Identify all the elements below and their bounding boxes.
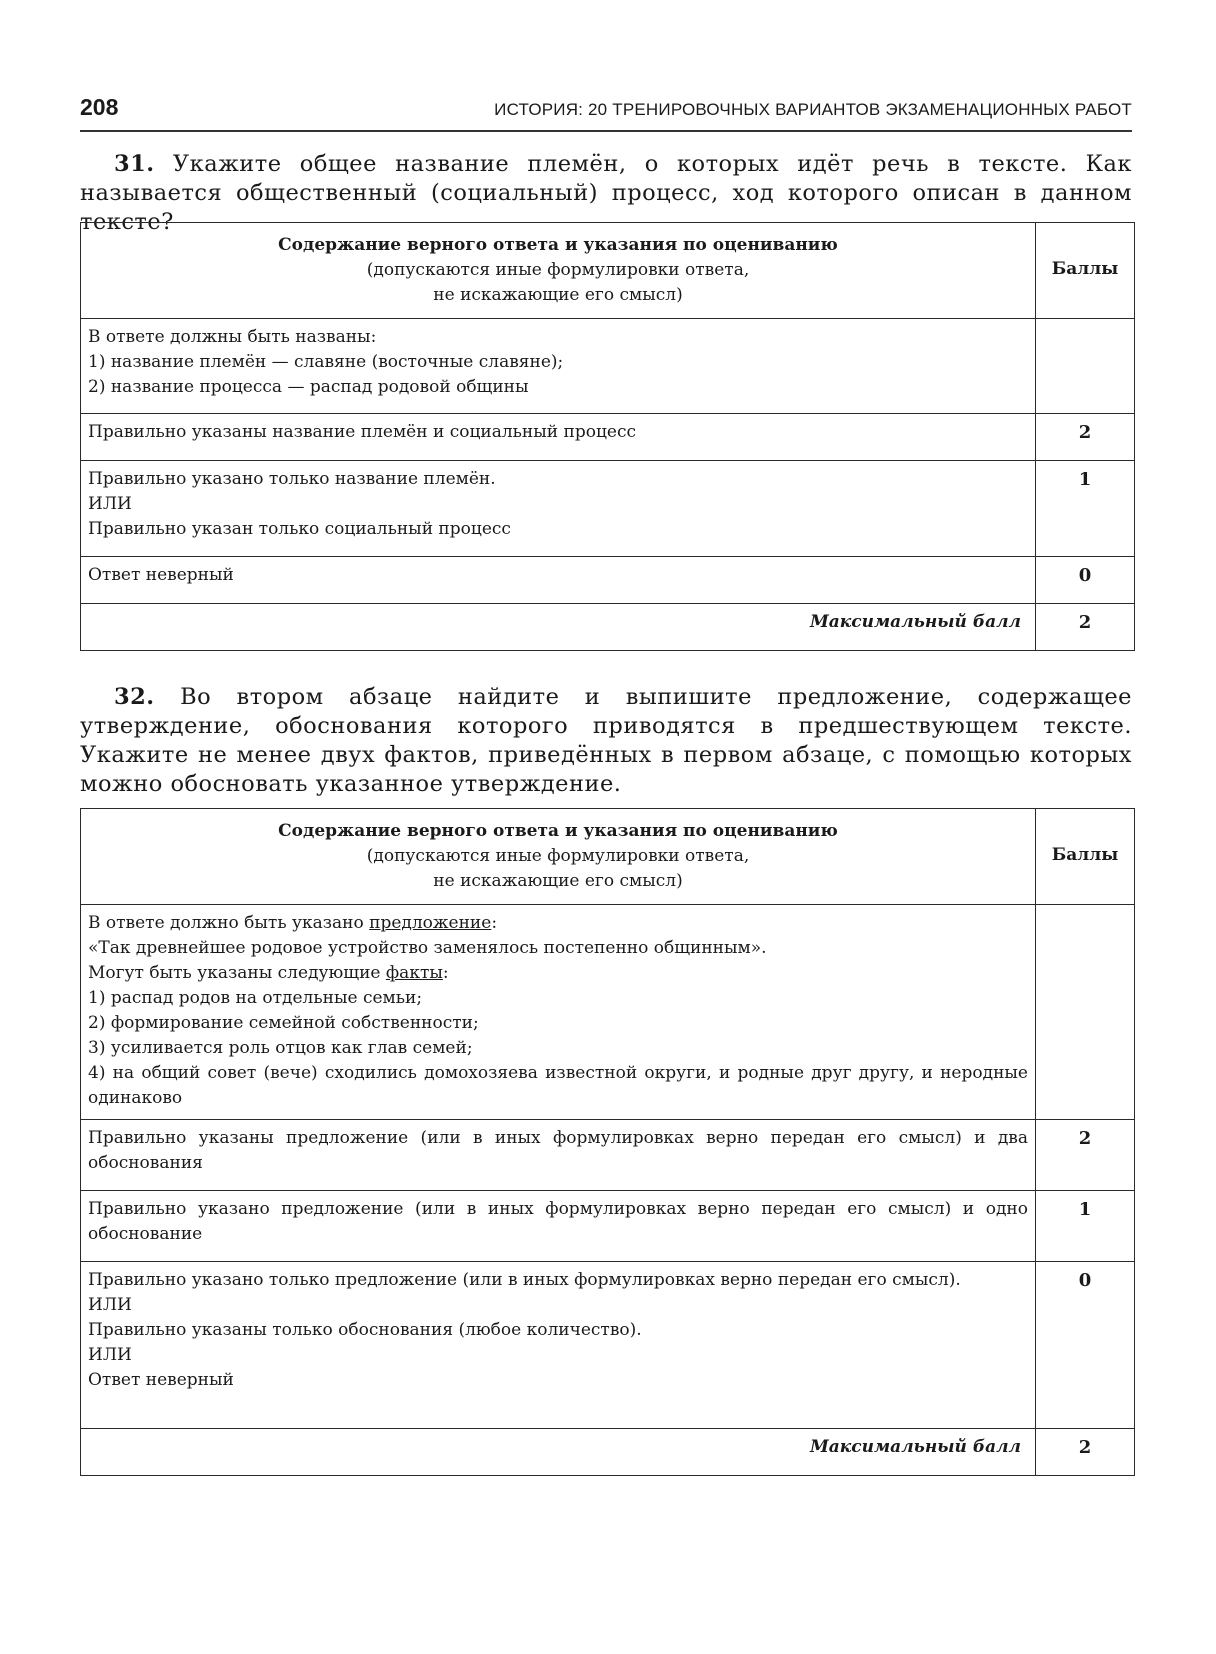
- criterion-text: Правильно указаны название племён и социальный процесс: [81, 414, 1036, 461]
- question-text: Во втором абзаце найдите и выпишите предложение, содержащее утверждение, обоснования которого приводятся в предшествующем тексте. Укажите не менее двух фактов, приведённых в первом абзаце, с помощью которых можно обосновать указанное утверждение.: [80, 684, 1132, 797]
- criterion-text: Ответ неверный: [81, 557, 1036, 604]
- table-header-row: [81, 223, 1135, 319]
- score-header: Баллы: [1036, 223, 1135, 319]
- criterion-text: Правильно указано только предложение (или в иных формулировках верно передан его смысл). ИЛИ Правильно указаны только обоснования (любое количество). ИЛИ Ответ неверный: [81, 1262, 1036, 1429]
- list-item: 2) формирование семейной собственности;: [88, 1013, 479, 1033]
- max-score-value: 2: [1036, 1429, 1135, 1476]
- page-header: [80, 92, 1132, 132]
- score-value: 1: [1036, 461, 1135, 557]
- question-number: 32.: [114, 684, 155, 710]
- table-row: [81, 905, 1135, 1120]
- table-row: [81, 557, 1135, 604]
- table-row: [81, 414, 1135, 461]
- list-item: 4) на общий совет (вече) сходились домохозяева известной округи, и родные друг другу, и неродные одинаково: [88, 1063, 1028, 1108]
- question-number: 31.: [114, 151, 155, 177]
- max-score-label: Максимальный балл: [81, 1429, 1036, 1476]
- quoted-sentence: «Так древнейшее родовое устройство заменялось постепенно общинным».: [88, 938, 767, 958]
- max-score-label: Максимальный балл: [81, 604, 1036, 651]
- list-item: 3) усиливается роль отцов как глав семей;: [88, 1038, 473, 1058]
- max-score-row: [81, 1429, 1135, 1476]
- running-title: ИСТОРИЯ: 20 ТРЕНИРОВОЧНЫХ ВАРИАНТОВ ЭКЗАМЕНАЦИОННЫХ РАБОТ: [494, 100, 1132, 119]
- score-header: Баллы: [1036, 809, 1135, 905]
- table-row: [81, 1191, 1135, 1262]
- criterion-text: Правильно указано предложение (или в иных формулировках верно передан его смысл) и одно обоснование: [81, 1191, 1036, 1262]
- score-value: 2: [1036, 414, 1135, 461]
- score-value: 1: [1036, 1191, 1135, 1262]
- question-32: [80, 683, 1132, 799]
- page-number: 208: [80, 94, 119, 120]
- score-value: 2: [1036, 1120, 1135, 1191]
- scoring-table-32: [80, 808, 1135, 1476]
- answer-content: В ответе должно быть указано предложение: «Так древнейшее родовое устройство заменялось постепенно общинным». Могут быть указаны следующие факты: 1) распад родов на отдельные семьи; 2) формирование семейной собственности; 3) усиливается роль отцов как глав семей; 4) на общий совет (вече) сходились домохозяева известной округи, и родные друг другу, и неродные одинаково: [81, 905, 1036, 1120]
- question-text: Укажите общее название племён, о которых идёт речь в тексте. Как называется общественный (социальный) процесс, ход которого описан в данном тексте?: [80, 151, 1132, 235]
- table-row: [81, 1262, 1135, 1429]
- table-row: [81, 461, 1135, 557]
- table-header-row: [81, 809, 1135, 905]
- max-score-row: [81, 604, 1135, 651]
- score-value: 0: [1036, 1262, 1135, 1429]
- table-row: [81, 1120, 1135, 1191]
- table-row: [81, 319, 1135, 414]
- criterion-text: Правильно указано только название племён. ИЛИ Правильно указан только социальный процесс: [81, 461, 1036, 557]
- criterion-text: Правильно указаны предложение (или в иных формулировках верно передан его смысл) и два обоснования: [81, 1120, 1036, 1191]
- criteria-header: Содержание верного ответа и указания по оцениванию (допускаются иные формулировки ответа, не искажающие его смысл): [81, 223, 1036, 319]
- score-value: 0: [1036, 557, 1135, 604]
- answer-content: В ответе должны быть названы: 1) название племён — славяне (восточные славяне); 2) название процесса — распад родовой общины: [81, 319, 1036, 414]
- criteria-header: Содержание верного ответа и указания по оцениванию (допускаются иные формулировки ответа, не искажающие его смысл): [81, 809, 1036, 905]
- scoring-table-31: [80, 222, 1135, 651]
- max-score-value: 2: [1036, 604, 1135, 651]
- list-item: 1) распад родов на отдельные семьи;: [88, 988, 423, 1008]
